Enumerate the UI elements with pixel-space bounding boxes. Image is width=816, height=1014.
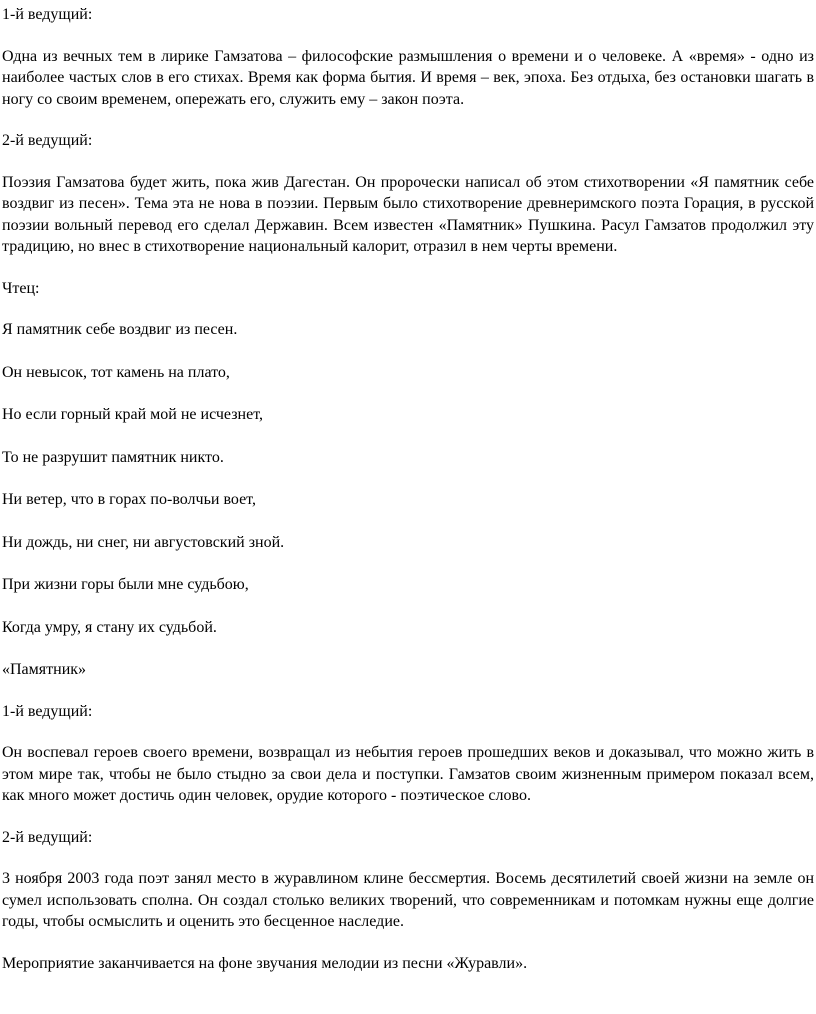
poem-line: Он невысок, тот камень на плато, [2, 363, 230, 381]
speaker-label: 1-й ведущий: [2, 6, 93, 23]
closing-note: Мероприятие заканчивается на фоне звучания мелодии из песни «Журавли». [2, 954, 528, 972]
poem-line: При жизни горы были мне судьбою, [2, 576, 249, 593]
paragraph: 3 ноября 2003 года поэт занял место в журавлином клине бессмертия. Восемь десятилетий своей жизни на земле он сумел использовать сполна. Он создал столько великих творений, что современникам и потомкам нужны еще долгие годы, чтобы осмыслить и оценить это бесценное наследие. [2, 870, 814, 930]
poem-line: То не разрушит памятник никто. [2, 448, 224, 466]
speaker-label: 2-й ведущий: [2, 828, 93, 846]
poem-line: Ни ветер, что в горах по-волчьи воет, [2, 491, 256, 508]
paragraph: Одна из вечных тем в лирике Гамзатова – философские размышления о времени и о человеке. А «время» - одно из наиболее частых слов в его стихах. Время как форма бытия. И время – век, эпоха. Без отдыха, без остановки шагать в ногу со своим временем, опережать его, служить ему – закон поэта. [2, 47, 814, 108]
speaker-label: Чтец: [2, 279, 40, 297]
paragraph: Поэзия Гамзатова будет жить, пока жив Дагестан. Он пророчески написал об этом стихотворении «Я памятник себе воздвиг из песен». Тема эта не нова в поэзии. Первым было стихотворение древнеримского поэта Горация, в русской поэзии вольный перевод его сделал Державин. Всем известен «Памятник» Пушкина. Расул Гамзатов продолжил эту традицию, но внес в стихотворение национальный калорит, отразил в нем черты времени. [2, 173, 814, 255]
paragraph: Он воспевал героев своего времени, возвращал из небытия героев прошедших веков и доказывал, что можно жить в этом мире так, чтобы не было стыдно за свои дела и поступки. Гамзатов своим жизненным примером показал всем, как много может достичь один человек, орудие которого - поэтическое слово. [2, 744, 814, 804]
poem-line: Когда умру, я стану их судьбой. [2, 618, 217, 636]
poem-title: «Памятник» [2, 661, 87, 678]
poem-line: Но если горный край мой не исчезнет, [2, 406, 263, 423]
speaker-label: 2-й ведущий: [2, 132, 93, 149]
poem-line: Я памятник себе воздвиг из песен. [2, 321, 238, 338]
poem-line: Ни дождь, ни снег, ни августовский зной. [2, 533, 285, 551]
speaker-label: 1-й ведущий: [2, 702, 93, 720]
